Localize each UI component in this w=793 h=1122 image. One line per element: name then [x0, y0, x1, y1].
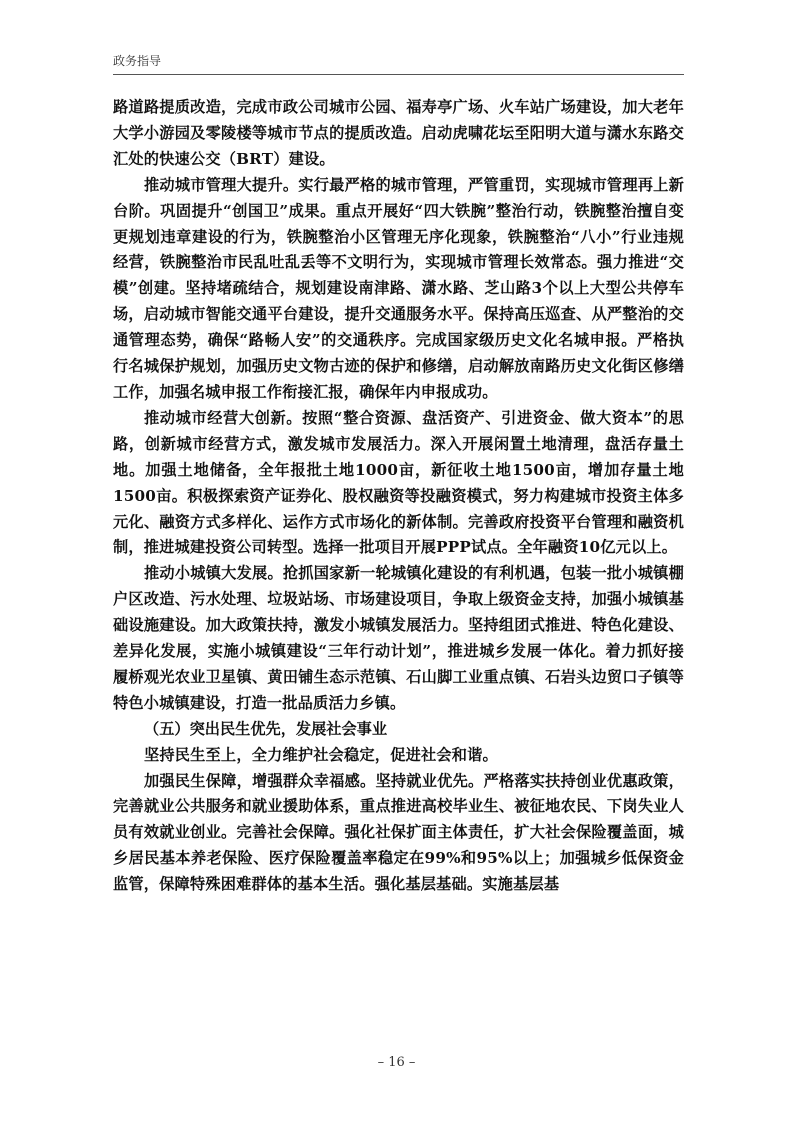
header-rule — [113, 74, 684, 75]
paragraph-road-upgrade: 路道路提质改造，完成市政公司城市公园、福寿亭广场、火车站广场建设，加大老年大学小游园及零陵楼等城市节点的提质改造。启动虎啸花坛至阳明大道与潇水东路交汇处的快速公交（BRT）建设。 — [113, 98, 684, 168]
paragraph-city-management: 推动城市管理大提升。实行最严格的城市管理，严管重罚，实现城市管理再上新台阶。巩固提升“创国卫”成果。重点开展好“四大铁腕”整治行动，铁腕整治擅自变更规划违章建设的行为，铁腕整治小区管理无序化现象，铁腕整治“八小”行业违规经营，铁腕整治市民乱吐乱丢等不文明行为，实现城市管理长效常态。强力推进“交模”创建。坚持堵疏结合，规划建设南津路、潇水路、芝山路3个以上大型公共停车场，启动城市智能交通平台建设，提升交通服务水平。保持高压巡查、从严整治的交通管理态势，确保“路畅人安”的交通秩序。完成国家级历史文化名城申报。严格执行名城保护规划，加强历史文物古迹的保护和修缮，启动解放南路历史文化街区修缮工作，加强名城申报工作衔接汇报，确保年内申报成功。 — [113, 175, 684, 401]
running-header: 政务指导 — [113, 54, 162, 68]
paragraph-livelihood-security: 加强民生保障，增强群众幸福感。坚持就业优先。严格落实扶持创业优惠政策，完善就业公共服务和就业援助体系，重点推进高校毕业生、被征地农民、下岗失业人员有效就业创业。完善社会保障。强化社保扩面主体责任，扩大社会保险覆盖面，城乡居民基本养老保险、医疗保险覆盖率稳定在99%和95%以上；加强城乡低保资金监管，保障特殊困难群体的基本生活。强化基层基础。实施基层基 — [113, 771, 684, 894]
paragraph-city-operation: 推动城市经营大创新。按照“整合资源、盘活资产、引进资金、做大资本”的思路，创新城市经营方式，激发城市发展活力。深入开展闲置土地清理，盘活存量土地。加强土地储备，全年报批土地1000亩，新征收土地1500亩，增加存量土地1500亩。积极探索资产证券化、股权融资等投融资模式，努力构建城市投资主体多元化、融资方式多样化、运作方式市场化的新体制。完善政府投资平台管理和融资机制，推进城建投资公司转型。选择一批项目开展PPP试点。全年融资10亿元以上。 — [113, 408, 684, 557]
paragraph-livelihood-intro: 坚持民生至上，全力维护社会稳定，促进社会和谐。 — [144, 745, 498, 764]
section-heading: （五）突出民生优先，发展社会事业 — [144, 719, 387, 738]
page-number: – 16 – — [377, 1055, 416, 1070]
document-body — [113, 95, 684, 898]
paragraph-small-towns: 推动小城镇大发展。抢抓国家新一轮城镇化建设的有利机遇，包装一批小城镇棚户区改造、污水处理、垃圾站场、市场建设项目，争取上级资金支持，加强小城镇基础设施建设。加大政策扶持，激发小城镇发展活力。坚持组团式推进、特色化建设、差异化发展，实施小城镇建设“三年行动计划”，推进城乡发展一体化。着力抓好接履桥观光农业卫星镇、黄田铺生态示范镇、石山脚工业重点镇、石岩头边贸口子镇等特色小城镇建设，打造一批品质活力乡镇。 — [113, 564, 684, 712]
